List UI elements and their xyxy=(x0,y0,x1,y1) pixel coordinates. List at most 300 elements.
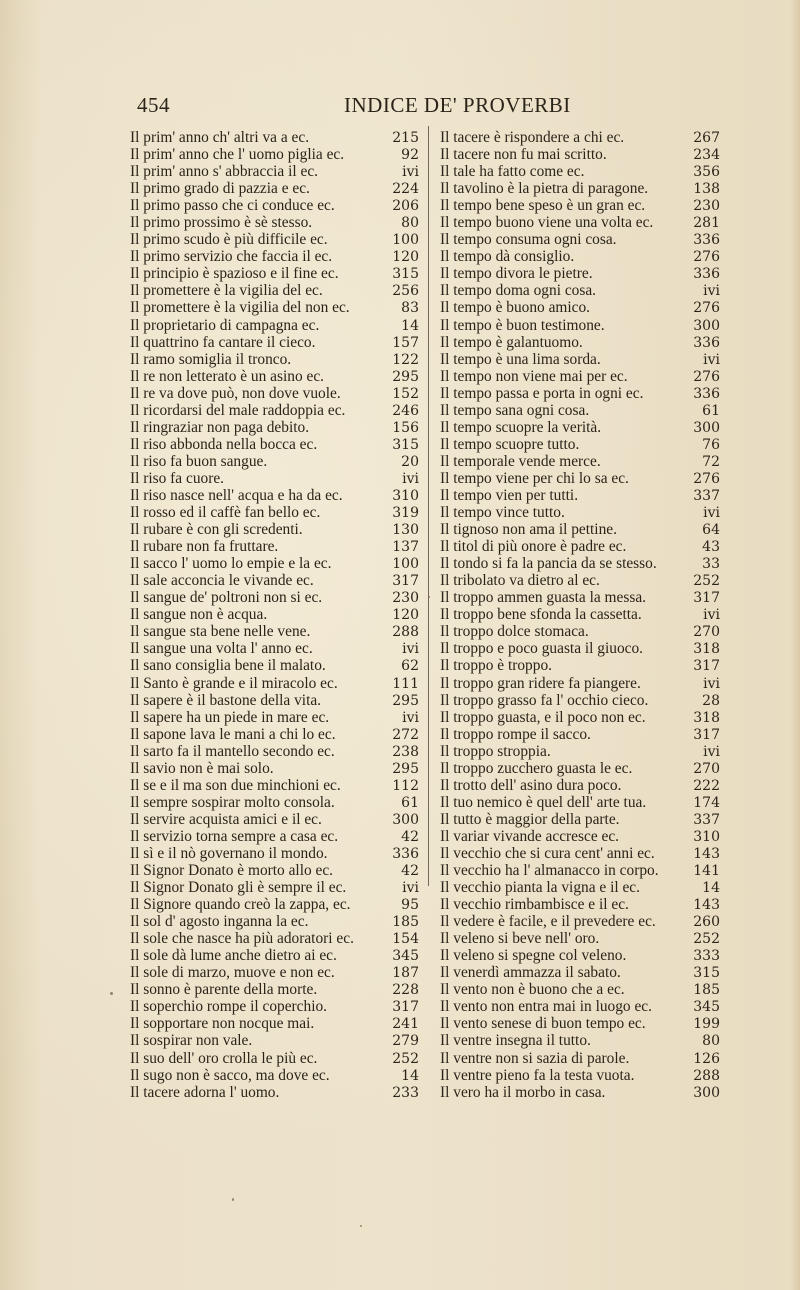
proverb-text: Il tempo bene speso è un gran ec. xyxy=(440,197,646,215)
proverb-text: Il tempo è una lima sorda. xyxy=(440,350,601,368)
page-reference: 276 xyxy=(693,249,720,266)
proverb-text: Il venerdì ammazza il sabato. xyxy=(440,964,621,982)
proverb-text: Il vecchio pianta la vigna e il ec. xyxy=(440,879,640,897)
page-reference: 174 xyxy=(693,794,720,811)
index-entry xyxy=(130,981,419,998)
proverb-text: Il Signor Donato è morto allo ec. xyxy=(130,862,334,880)
page-reference: 319 xyxy=(392,505,419,522)
index-entry xyxy=(440,692,720,709)
page-reference: 224 xyxy=(392,181,419,198)
proverb-text: Il tempo non viene mai per ec. xyxy=(440,367,628,385)
page-reference: 336 xyxy=(693,334,720,351)
page-reference: 300 xyxy=(693,1084,720,1101)
proverb-text: Il tavolino è la pietra di paragone. xyxy=(440,180,649,198)
page-reference: 28 xyxy=(702,692,720,709)
proverb-text: Il vento senese di buon tempo ec. xyxy=(440,1015,646,1033)
proverb-text: Il vecchio che si cura cent' anni ec. xyxy=(440,844,655,862)
index-entry xyxy=(130,709,419,726)
page-reference: 215 xyxy=(392,130,419,146)
page-reference: ivi xyxy=(402,641,419,658)
page-reference: ivi xyxy=(703,283,720,300)
proverb-text: Il sempre sospirar molto consola. xyxy=(130,793,335,811)
page-reference: 246 xyxy=(392,402,419,419)
proverb-text: Il veleno si beve nell' oro. xyxy=(440,930,600,948)
index-entry xyxy=(440,282,720,299)
page-reference: 345 xyxy=(392,948,419,965)
index-entry xyxy=(440,1032,720,1049)
page-reference: 100 xyxy=(392,556,419,573)
index-entry xyxy=(130,845,419,862)
page-reference: 230 xyxy=(392,590,419,607)
proverb-text: Il tempo vien per tutti. xyxy=(440,486,579,504)
page-reference: 61 xyxy=(401,794,419,811)
proverb-text: Il ventre pieno fa la testa vuota. xyxy=(440,1066,635,1084)
page-reference: 130 xyxy=(392,522,419,539)
page-reference: ivi xyxy=(402,709,419,726)
page-reference: 252 xyxy=(693,573,720,590)
index-entry xyxy=(130,436,419,453)
index-entry xyxy=(130,538,419,555)
page-reference: 61 xyxy=(702,402,720,419)
index-entry xyxy=(130,913,419,930)
page-reference: 356 xyxy=(693,164,720,181)
index-entry xyxy=(440,317,720,334)
page-reference: 241 xyxy=(392,1016,419,1033)
proverb-text: Il tempo buono viene una volta ec. xyxy=(440,214,654,232)
page-reference: 187 xyxy=(392,965,419,982)
page-reference: 310 xyxy=(693,828,720,845)
proverb-text: Il tempo consuma ogni cosa. xyxy=(440,231,617,249)
page-reference: 14 xyxy=(702,880,720,897)
proverb-text: Il troppo è troppo. xyxy=(440,657,552,675)
proverb-text: Il ringraziar non paga debito. xyxy=(130,418,310,436)
index-entry xyxy=(440,930,720,947)
proverb-text: Il ventre insegna il tutto. xyxy=(440,1032,591,1050)
index-entry xyxy=(440,657,720,674)
index-entry xyxy=(440,947,720,964)
page-reference: 276 xyxy=(693,368,720,385)
page-reference: 62 xyxy=(401,658,419,675)
proverb-text: Il variar vivande accresce ec. xyxy=(440,827,620,845)
page-reference: 143 xyxy=(693,845,720,862)
proverb-text: Il prim' anno che l' uomo piglia ec. xyxy=(130,146,345,164)
index-entry xyxy=(440,1015,720,1032)
page-reference: 317 xyxy=(392,573,419,590)
page-reference: 295 xyxy=(392,692,419,709)
index-entry xyxy=(130,299,419,316)
proverb-text: Il troppo guasta, e il poco non ec. xyxy=(440,708,646,726)
index-entry xyxy=(440,981,720,998)
page-reference: 76 xyxy=(702,436,720,453)
proverb-text: Il troppo grasso fa l' occhio cieco. xyxy=(440,691,649,709)
index-entry xyxy=(440,760,720,777)
index-entry xyxy=(130,470,419,487)
left-column xyxy=(130,129,419,1101)
index-entry xyxy=(130,1050,419,1067)
index-entry xyxy=(440,862,720,879)
index-entry xyxy=(440,845,720,862)
page-reference: 14 xyxy=(401,317,419,334)
index-entry xyxy=(440,180,720,197)
index-entry xyxy=(130,623,419,640)
index-entry xyxy=(130,589,419,606)
index-entry xyxy=(130,504,419,521)
page-reference: 300 xyxy=(693,419,720,436)
page-reference: ivi xyxy=(402,164,419,181)
proverb-text: Il riso nasce nell' acqua e ha da ec. xyxy=(130,486,343,504)
index-entry xyxy=(440,675,720,692)
proverb-text: Il tempo scuopre la verità. xyxy=(440,418,602,436)
page-reference: 317 xyxy=(693,658,720,675)
index-entry xyxy=(440,555,720,572)
index-entry xyxy=(440,777,720,794)
index-entry xyxy=(440,589,720,606)
proverb-text: Il troppo ammen guasta la messa. xyxy=(440,589,647,607)
page-reference: 315 xyxy=(392,266,419,283)
page-reference: 143 xyxy=(693,897,720,914)
index-entry xyxy=(440,197,720,214)
proverb-text: Il tempo doma ogni cosa. xyxy=(440,282,597,300)
index-entry xyxy=(130,828,419,845)
proverb-text: Il tempo è galantuomo. xyxy=(440,333,583,351)
index-entry xyxy=(130,1084,419,1101)
page-reference: 252 xyxy=(693,931,720,948)
proverb-text: Il soperchio rompe il coperchio. xyxy=(130,998,328,1016)
index-entry xyxy=(130,231,419,248)
index-entry xyxy=(130,317,419,334)
page-reference: 288 xyxy=(693,1067,720,1084)
page-reference: 267 xyxy=(693,130,720,146)
page-reference: 199 xyxy=(693,1016,720,1033)
index-entry xyxy=(440,1067,720,1084)
proverb-text: Il rubare è con gli scredenti. xyxy=(130,521,303,539)
index-entry xyxy=(130,402,419,419)
proverb-text: Il sole che nasce ha più adoratori ec. xyxy=(130,930,354,948)
page-reference: ivi xyxy=(703,505,720,522)
proverb-text: Il vento non è buono che a ec. xyxy=(440,981,625,999)
index-entry xyxy=(440,299,720,316)
page-reference: 270 xyxy=(693,624,720,641)
page-reference: 95 xyxy=(401,897,419,914)
index-entry xyxy=(130,368,419,385)
page-reference: 120 xyxy=(392,249,419,266)
index-entry xyxy=(440,146,720,163)
running-title: INDICE DE' PROVERBI xyxy=(344,93,571,117)
proverb-text: Il troppo zucchero guasta le ec. xyxy=(440,759,633,777)
page-reference: 206 xyxy=(392,198,419,215)
index-entry xyxy=(440,743,720,760)
page-reference: 126 xyxy=(693,1050,720,1067)
page-reference: 238 xyxy=(392,743,419,760)
proverb-text: Il primo passo che ci conduce ec. xyxy=(130,197,335,215)
index-entry xyxy=(130,282,419,299)
index-entry xyxy=(440,351,720,368)
page-reference: 185 xyxy=(693,982,720,999)
page-reference: 318 xyxy=(693,641,720,658)
page-reference: 222 xyxy=(693,777,720,794)
index-entry xyxy=(440,453,720,470)
proverb-text: Il tacere adorna l' uomo. xyxy=(130,1083,280,1101)
index-entry xyxy=(440,334,720,351)
proverb-text: Il quattrino fa cantare il cieco. xyxy=(130,333,316,351)
page-reference: 315 xyxy=(392,436,419,453)
index-entry xyxy=(130,351,419,368)
page-reference: 83 xyxy=(401,300,419,317)
index-entry xyxy=(130,334,419,351)
page-reference: 315 xyxy=(693,965,720,982)
index-entry xyxy=(130,197,419,214)
index-entry xyxy=(130,163,419,180)
page-reference: 120 xyxy=(392,607,419,624)
index-entry xyxy=(130,794,419,811)
proverb-text: Il se e il ma son due minchioni ec. xyxy=(130,776,341,794)
index-entry xyxy=(130,265,419,282)
proverb-text: Il promettere è la vigilia del non ec. xyxy=(130,299,350,317)
index-entry xyxy=(440,265,720,282)
page-reference: 317 xyxy=(693,590,720,607)
proverb-text: Il primo grado di pazzia e ec. xyxy=(130,180,310,198)
proverb-text: Il troppo dolce stomaca. xyxy=(440,623,589,641)
page-reference: 138 xyxy=(693,181,720,198)
page-reference: 272 xyxy=(392,726,419,743)
page-reference: 276 xyxy=(693,300,720,317)
index-entry xyxy=(440,879,720,896)
proverb-text: Il sapere ha un piede in mare ec. xyxy=(130,708,330,726)
page-reference: 276 xyxy=(693,470,720,487)
index-entry xyxy=(440,913,720,930)
index-entry xyxy=(130,385,419,402)
page-reference: ivi xyxy=(703,351,720,368)
proverb-text: Il tacere è rispondere a chi ec. xyxy=(440,129,625,146)
page-reference: ivi xyxy=(402,880,419,897)
page-reference: 230 xyxy=(693,198,720,215)
proverb-text: Il tacere non fu mai scritto. xyxy=(440,146,607,164)
index-entry xyxy=(130,146,419,163)
index-entry xyxy=(130,1067,419,1084)
proverb-text: Il servizio torna sempre a casa ec. xyxy=(130,827,339,845)
page-reference: 92 xyxy=(401,147,419,164)
page-reference: 300 xyxy=(392,811,419,828)
page-reference: 310 xyxy=(392,487,419,504)
proverb-text: Il tempo è buono amico. xyxy=(440,299,591,317)
page-reference: 336 xyxy=(693,385,720,402)
page-reference: 281 xyxy=(693,215,720,232)
page-reference: 336 xyxy=(392,845,419,862)
proverb-text: Il servire acquista amici e il ec. xyxy=(130,810,322,828)
index-entry xyxy=(130,692,419,709)
proverb-text: Il tribolato va dietro al ec. xyxy=(440,572,600,590)
index-entry xyxy=(130,879,419,896)
page-reference: 318 xyxy=(693,709,720,726)
page-reference: ivi xyxy=(703,607,720,624)
proverb-text: Il sol d' agosto inganna la ec. xyxy=(130,913,309,931)
page-reference: 20 xyxy=(401,453,419,470)
page-reference: 295 xyxy=(392,368,419,385)
proverb-text: Il sangue una volta l' anno ec. xyxy=(130,640,313,658)
page-reference: ivi xyxy=(703,743,720,760)
proverb-text: Il riso abbonda nella bocca ec. xyxy=(130,435,318,453)
proverb-text: Il re non letterato è un asino ec. xyxy=(130,367,325,385)
page-reference: 112 xyxy=(392,777,419,794)
index-entry xyxy=(130,640,419,657)
page-reference: 156 xyxy=(392,419,419,436)
index-entry xyxy=(440,811,720,828)
index-entry xyxy=(130,947,419,964)
proverb-text: Il Signore quando creò la zappa, ec. xyxy=(130,896,351,914)
proverb-text: Il sospirar non vale. xyxy=(130,1032,253,1050)
index-entry xyxy=(440,726,720,743)
proverb-text: Il tuo nemico è quel dell' arte tua. xyxy=(440,793,647,811)
page-reference: 295 xyxy=(392,760,419,777)
proverb-text: Il sopportare non nocque mai. xyxy=(130,1015,315,1033)
proverb-text: Il promettere è la vigilia del ec. xyxy=(130,282,323,300)
page-reference: 152 xyxy=(392,385,419,402)
proverb-text: Il troppo bene sfonda la cassetta. xyxy=(440,606,642,624)
proverb-text: Il veleno si spegne col veleno. xyxy=(440,947,627,965)
proverb-text: Il troppo rompe il sacco. xyxy=(440,725,591,743)
page-reference: 42 xyxy=(401,828,419,845)
index-entry xyxy=(130,998,419,1015)
index-entry xyxy=(130,521,419,538)
proverb-text: Il vecchio rimbambisce e il ec. xyxy=(440,896,629,914)
proverb-text: Il Santo è grande e il miracolo ec. xyxy=(130,674,338,692)
index-entry xyxy=(130,606,419,623)
page-reference: 154 xyxy=(392,931,419,948)
proverb-text: Il sangue sta bene nelle vene. xyxy=(130,623,311,641)
page-reference: 317 xyxy=(693,726,720,743)
proverb-text: Il sano consiglia bene il malato. xyxy=(130,657,326,675)
page-reference: 333 xyxy=(693,948,720,965)
proverb-text: Il riso fa buon sangue. xyxy=(130,452,268,470)
proverb-text: Il sì e il nò governano il mondo. xyxy=(130,844,328,862)
index-entry xyxy=(440,402,720,419)
page-reference: 100 xyxy=(392,232,419,249)
index-entry xyxy=(440,794,720,811)
index-entry xyxy=(440,1084,720,1101)
page-reference: 185 xyxy=(392,914,419,931)
proverb-text: Il prim' anno ch' altri va a ec. xyxy=(130,129,310,146)
page-header xyxy=(137,93,571,119)
proverb-text: Il troppo gran ridere fa piangere. xyxy=(440,674,641,692)
proverb-text: Il sole di marzo, muove e non ec. xyxy=(130,964,335,982)
proverb-text: Il trotto dell' asino dura poco. xyxy=(440,776,622,794)
index-entry xyxy=(130,743,419,760)
index-entry xyxy=(440,572,720,589)
index-entry xyxy=(440,504,720,521)
page-reference: 279 xyxy=(392,1033,419,1050)
page-reference: 111 xyxy=(392,675,419,692)
page-reference: 122 xyxy=(392,351,419,368)
index-entry xyxy=(130,657,419,674)
page-reference: 137 xyxy=(392,539,419,556)
proverb-text: Il tale ha fatto come ec. xyxy=(440,163,585,181)
proverb-text: Il tondo si fa la pancia da se stesso. xyxy=(440,555,657,573)
index-entry xyxy=(440,709,720,726)
proverb-text: Il ventre non si sazia di parole. xyxy=(440,1049,630,1067)
proverb-text: Il troppo e poco guasta il giuoco. xyxy=(440,640,644,658)
proverb-text: Il re va dove può, non dove vuole. xyxy=(130,384,341,402)
index-entry xyxy=(130,726,419,743)
proverb-text: Il sugo non è sacco, ma dove ec. xyxy=(130,1066,330,1084)
index-entry xyxy=(440,1050,720,1067)
proverb-text: Il vero ha il morbo in casa. xyxy=(440,1083,606,1101)
index-entry xyxy=(440,538,720,555)
index-entry xyxy=(440,896,720,913)
index-entry xyxy=(440,419,720,436)
page-reference: ivi xyxy=(703,675,720,692)
proverb-text: Il sangue non è acqua. xyxy=(130,606,268,624)
proverb-text: Il tempo passa e porta in ogni ec. xyxy=(440,384,644,402)
index-entry xyxy=(440,964,720,981)
index-entry xyxy=(440,487,720,504)
index-entry xyxy=(440,623,720,640)
page-reference: ivi xyxy=(402,470,419,487)
proverb-text: Il rubare non fa fruttare. xyxy=(130,538,279,556)
proverb-text: Il sangue de' poltroni non si ec. xyxy=(130,589,323,607)
index-entry xyxy=(130,1032,419,1049)
proverb-text: Il troppo stroppia. xyxy=(440,742,551,760)
index-entry xyxy=(130,248,419,265)
index-entry xyxy=(130,214,419,231)
page-reference: 260 xyxy=(693,914,720,931)
page-reference: 80 xyxy=(401,215,419,232)
proverb-text: Il primo scudo è più difficile ec. xyxy=(130,231,328,249)
index-entry xyxy=(440,248,720,265)
proverb-text: Il sacco l' uomo lo empie e la ec. xyxy=(130,555,332,573)
page-reference: 33 xyxy=(702,556,720,573)
proverb-text: Il temporale vende merce. xyxy=(440,452,601,470)
proverb-text: Il tempo divora le pietre. xyxy=(440,265,593,283)
proverb-text: Il sonno è parente della morte. xyxy=(130,981,318,999)
proverb-text: Il tempo scuopre tutto. xyxy=(440,435,580,453)
index-entry xyxy=(130,896,419,913)
proverb-text: Il sapone lava le mani a chi lo ec. xyxy=(130,725,336,743)
page-reference: 64 xyxy=(702,522,720,539)
index-entry xyxy=(130,760,419,777)
proverb-text: Il tempo sana ogni cosa. xyxy=(440,401,590,419)
page-reference: 233 xyxy=(392,1084,419,1101)
index-entry xyxy=(130,129,419,146)
proverb-text: Il proprietario di campagna ec. xyxy=(130,316,320,334)
proverb-text: Il titol di più onore è padre ec. xyxy=(440,538,627,556)
proverb-text: Il sarto fa il mantello secondo ec. xyxy=(130,742,335,760)
index-entry xyxy=(440,828,720,845)
index-entry xyxy=(130,811,419,828)
index-entry xyxy=(130,930,419,947)
proverb-text: Il primo prossimo è sè stesso. xyxy=(130,214,313,232)
page-reference: 317 xyxy=(392,999,419,1016)
page-reference: 141 xyxy=(693,863,720,880)
page-reference: 234 xyxy=(693,147,720,164)
index-entry xyxy=(440,606,720,623)
proverb-text: Il rosso ed il caffè fan bello ec. xyxy=(130,504,321,522)
page-reference: 337 xyxy=(693,811,720,828)
page-reference: 43 xyxy=(702,539,720,556)
column-divider xyxy=(428,126,429,886)
page-reference: 72 xyxy=(702,453,720,470)
index-entry xyxy=(440,436,720,453)
index-entry xyxy=(440,368,720,385)
page-reference: 270 xyxy=(693,760,720,777)
proverb-text: Il tutto è maggior della parte. xyxy=(440,810,620,828)
index-entry xyxy=(130,862,419,879)
page-reference: 42 xyxy=(401,863,419,880)
proverb-text: Il principio è spazioso e il fine ec. xyxy=(130,265,339,283)
index-entry xyxy=(440,129,720,146)
proverb-text: Il vecchio ha l' almanacco in corpo. xyxy=(440,862,659,880)
page-reference: 157 xyxy=(392,334,419,351)
index-entry xyxy=(440,231,720,248)
